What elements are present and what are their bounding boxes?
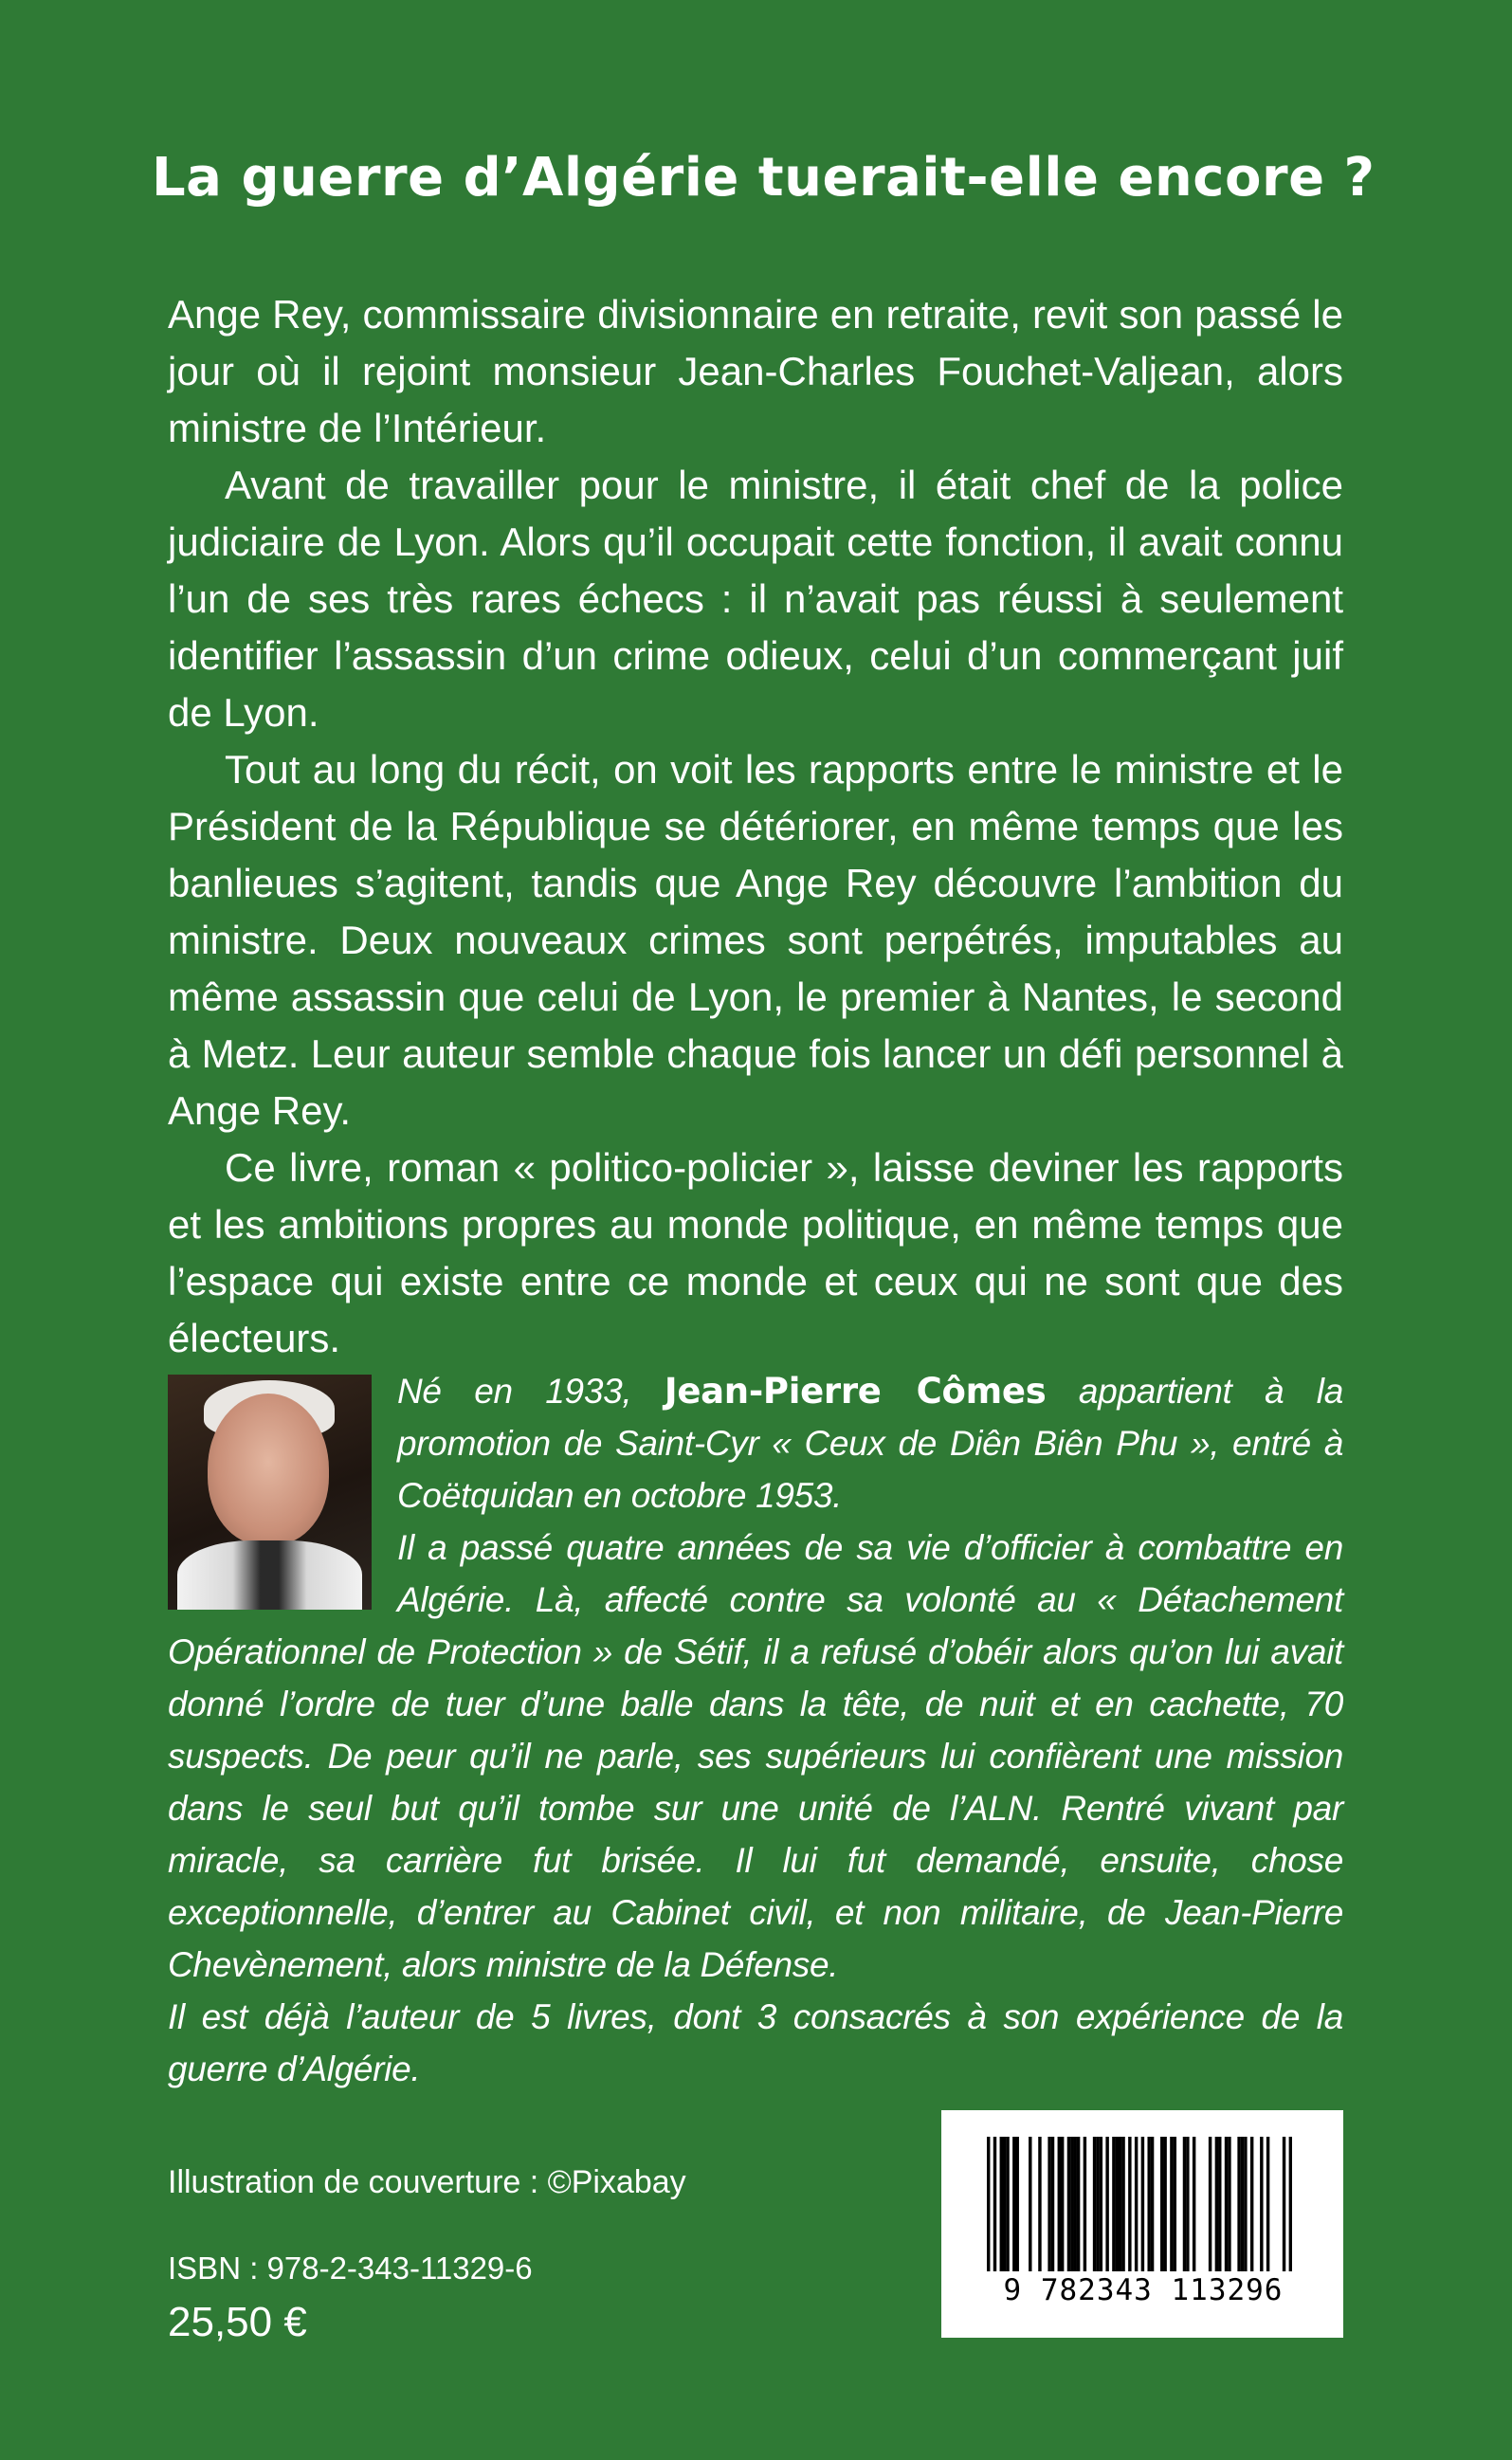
barcode-bar: [1228, 2137, 1230, 2273]
summary-paragraph-4: Ce livre, roman « politico-policier », laisse deviner les rapports et les ambitions propres au monde politique, en même temps que l’espace qui existe entre ce monde et ceux qui ne sont que des électeurs.: [168, 1145, 1343, 1360]
barcode-bar: [1012, 2137, 1015, 2273]
barcode-bar: [1260, 2137, 1263, 2273]
barcode: [941, 2110, 1343, 2338]
barcode-bar: [1225, 2137, 1228, 2273]
author-career: Il a passé quatre années de sa vie d’officier à combattre en Algérie. Là, affecté contre sa volonté au « Détachement Opérationnel de Protection » de Sétif, il a refusé d’obéir alors qu’on lui avait donné l’ordre de tuer d’une balle dans la tête, de nuit et en cachette, 70 suspects. De peur qu’il ne parle, ses supérieurs lui confièrent une mission dans le seul but qu’il tombe sur une unité de l’ALN. Rentré vivant par miracle, sa carrière fut brisée. Il lui fut demandé, ensuite, chose exceptionnelle, d’entrer au Cabinet civil, et non militaire, de Jean-Pierre Chevènement, alors ministre de la Défense.: [168, 1528, 1343, 1984]
barcode-bar: [1218, 2137, 1221, 2273]
book-summary: [168, 286, 1343, 1367]
barcode-bar: [1116, 2137, 1119, 2273]
isbn: ISBN : 978-2-343-11329-6: [168, 2250, 533, 2286]
author-intro-start: Né en 1933,: [397, 1372, 665, 1411]
cover-illustration-credit: Illustration de couverture : ©Pixabay: [168, 2164, 686, 2200]
barcode-bar: [1000, 2137, 1003, 2273]
barcode-bar: [1193, 2137, 1195, 2273]
barcode-bar: [1250, 2137, 1253, 2273]
barcode-bar: [1006, 2137, 1009, 2273]
author-books: Il est déjà l’auteur de 5 livres, dont 3 consacrés à son expérience de la guerre d’Algérie.: [168, 1997, 1343, 2088]
barcode-bar: [1237, 2137, 1240, 2273]
author-photo: [168, 1375, 372, 1610]
barcode-bar: [1209, 2137, 1211, 2273]
author-name: Jean-Pierre Cômes: [664, 1371, 1047, 1412]
author-photo-clothes: [177, 1540, 362, 1610]
barcode-bar: [1029, 2137, 1031, 2273]
barcode-bar: [1093, 2137, 1096, 2273]
barcode-bar: [1074, 2137, 1077, 2273]
barcode-number: 9 782343 113296: [987, 2271, 1300, 2309]
barcode-bar: [1183, 2137, 1186, 2273]
barcode-bar: [1112, 2137, 1115, 2273]
barcode-bar: [1244, 2137, 1247, 2273]
barcode-bar: [1119, 2137, 1121, 2273]
barcode-bar: [1147, 2137, 1150, 2273]
barcode-bar: [1084, 2137, 1086, 2273]
barcode-bar: [1266, 2137, 1269, 2273]
barcode-bar: [1077, 2137, 1080, 2273]
barcode-bar: [1121, 2137, 1124, 2273]
barcode-bar: [1051, 2137, 1054, 2273]
barcode-bar: [1105, 2137, 1108, 2273]
barcode-bar: [1016, 2137, 1019, 2273]
barcode-bar: [1170, 2137, 1173, 2273]
barcode-bar: [1174, 2137, 1176, 2273]
barcode-bar: [1047, 2137, 1050, 2273]
barcode-bar: [1067, 2137, 1070, 2273]
barcode-bar: [1215, 2137, 1218, 2273]
barcode-bar: [1160, 2137, 1163, 2273]
barcode-bar: [1100, 2137, 1102, 2273]
summary-paragraph-2: Avant de travailler pour le ministre, il était chef de la police judiciaire de Lyon. Alors qu’il occupait cette fonction, il avait connu l’un de ses très rares échecs : il n’avait pas réussi à seulement identifier l’assassin d’un crime odieux, celui d’un commerçant juif de Lyon.: [168, 463, 1343, 735]
barcode-bar: [1070, 2137, 1073, 2273]
barcode-bar: [1096, 2137, 1099, 2273]
barcode-bar: [1003, 2137, 1006, 2273]
price: 25,50 €: [168, 2299, 307, 2345]
barcode-bar: [1151, 2137, 1154, 2273]
barcode-bar: [1038, 2137, 1041, 2273]
author-intro-end: appartient à la promotion de Saint-Cyr « Ceux de Diên Biên Phu », entré à Coëtquidan en octobre 1953.: [397, 1372, 1343, 1515]
summary-paragraph-1: Ange Rey, commissaire divisionnaire en retraite, revit son passé le jour où il rejoint monsieur Jean-Charles Fouchet-Valjean, alors ministre de l’Intérieur.: [168, 292, 1343, 450]
barcode-bar: [1058, 2137, 1061, 2273]
author-photo-face: [208, 1394, 329, 1545]
book-title: La guerre d’Algérie tuerait-elle encore ?: [152, 147, 1375, 209]
barcode-bar: [1061, 2137, 1064, 2273]
barcode-bar: [1241, 2137, 1244, 2273]
summary-paragraph-3: Tout au long du récit, on voit les rapports entre le ministre et le Président de la République se détériorer, en même temps que les banlieues s’agitent, tandis que Ange Rey découvre l’ambition du ministre. Deux nouveaux crimes sont perpétrés, imputables au même assassin que celui de Lyon, le premier à Nantes, le second à Metz. Leur auteur semble chaque fois lancer un défi personnel à Ange Rey.: [168, 747, 1343, 1133]
barcode-bar: [1186, 2137, 1189, 2273]
barcode-bar: [1128, 2137, 1131, 2273]
barcode-bar: [1163, 2137, 1166, 2273]
author-biography: [168, 1365, 1343, 2095]
